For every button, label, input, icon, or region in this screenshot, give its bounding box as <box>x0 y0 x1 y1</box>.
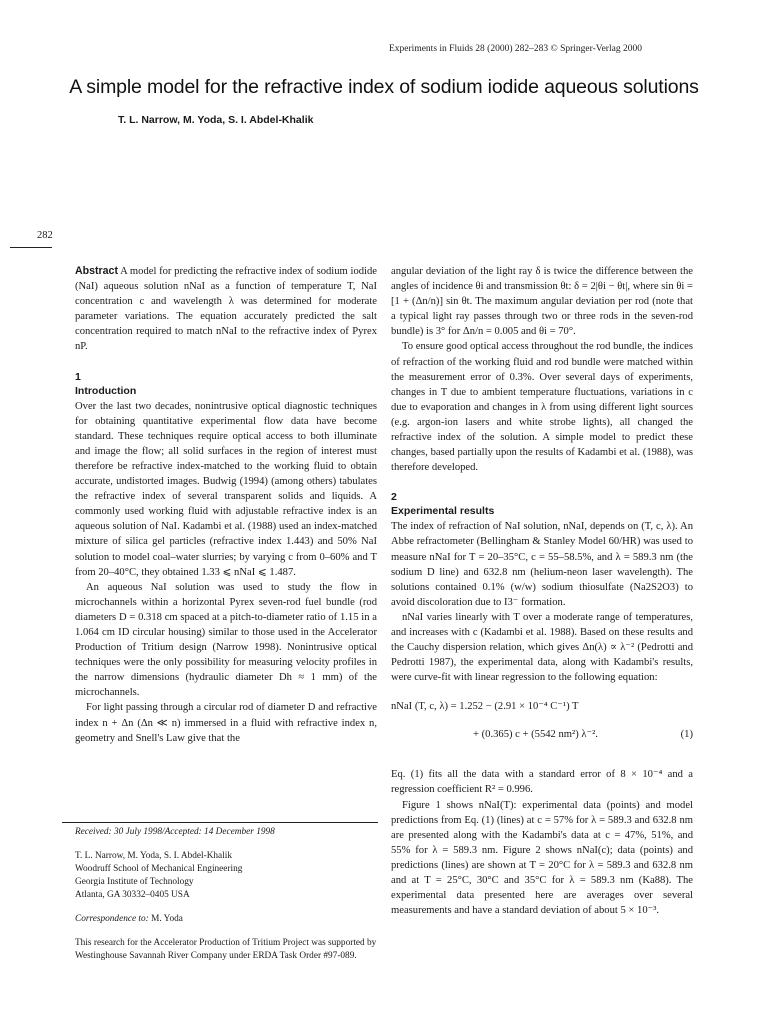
section-1-number: 1 <box>75 370 81 383</box>
results-paragraph-4: Figure 1 shows nNaI(T): experimental data (points) and model predictions from Eq. (1) (lines) at c = 57% for λ = 589.3 and 632.8 nm are presented along with the Kadambi's data at c = 47%, 51%, and 55% for λ = 589.3 nm. Figure 2 shows nNaI(c); data (points) and predictions (lines) are shown at T = 20°C for λ = 589.3 and 632.8 nm and at T = 25°C, 30°C and 35°C for λ = 589.3 nm (Ka88). The experimental data presented here are averages over several measurements and have a standard deviation of about 5 × 10⁻³. <box>391 799 693 917</box>
right-column <box>391 264 693 918</box>
results-paragraph-3: Eq. (1) fits all the data with a standard error of 8 × 10⁻⁴ and a regression coefficient R² = 0.996. <box>391 769 693 796</box>
abstract <box>75 264 377 355</box>
intro-paragraph-3: For light passing through a circular rod of diameter D and refractive index n + Δn (Δn ≪ n) immersed in a fluid with refractive index n, geometry and Snell's Law give that the <box>75 702 377 744</box>
author-address-line: Woodruff School of Mechanical Engineering <box>75 864 243 874</box>
author-address-line: T. L. Narrow, M. Yoda, S. I. Abdel-Khalik <box>75 851 232 861</box>
equation-number: (1) <box>680 729 693 741</box>
page-number-rule <box>10 247 52 248</box>
author-list: T. L. Narrow, M. Yoda, S. I. Abdel-Khalik <box>118 114 314 126</box>
correspondence-name: M. Yoda <box>151 914 183 924</box>
section-1-title: Introduction <box>75 384 137 397</box>
author-address-line: Atlanta, GA 30332–0405 USA <box>75 890 190 900</box>
equation-line-1: nNaI (T, c, λ) = 1.252 − (2.91 × 10⁻⁴ C⁻¹) T <box>391 701 579 713</box>
intro-paragraph-4: angular deviation of the light ray δ is twice the difference between the angles of incidence θi and transmission θt: δ = 2|θi − θt|, where sin θi = [1 + (Δn/n)] sin θt. The maximum angular deviation per rod (note that a typical light ray passes through two or three rods in the seven-rod bundle) is 3° for Δn/n = 0.005 and θi = 70°. <box>391 266 693 338</box>
footnote-rule <box>62 822 378 823</box>
intro-paragraph-1: Over the last two decades, nonintrusive optical diagnostic techniques for obtaining quantitative experimental flow data have become standard. These techniques require optical access to both illuminate and image the flow; all solid surfaces in the region of interest must therefore be refractive index-matched to the working fluid to obtain accurate, undistorted images. Budwig (1994) (among others) tabulates the refractive index of several transparent solids and liquids. A commonly used working fluid with adjustable refractive index is an aqueous solution of NaI. Kadambi et al. (1988) used an index-matched mixture of silica gel particles (refractive index 1.443) and 50% NaI solution to model coal–water slurries; by varying c from 0–60% and T from 20–40°C, they obtained 1.33 ⩽ nNaI ⩽ 1.487. <box>75 400 377 578</box>
author-address-line: Georgia Institute of Technology <box>75 877 194 887</box>
page-number: 282 <box>37 230 53 241</box>
correspondence-label: Correspondence to: <box>75 914 149 924</box>
left-column <box>75 264 377 746</box>
journal-header: Experiments in Fluids 28 (2000) 282–283 © Springer-Verlag 2000 <box>389 44 642 54</box>
abstract-label: Abstract <box>75 265 118 277</box>
abstract-text: A model for predicting the refractive index of sodium iodide (NaI) aqueous solution nNaI as a function of temperature T, NaI concentration c and wavelength λ was determined for moderate parameter variations. The equation accurately predicted the salt concentration required to match nNaI to the refractive index of Pyrex nP. <box>75 266 377 353</box>
footnotes <box>75 826 377 963</box>
equation-line-2: + (0.365) c + (5542 nm²) λ⁻². <box>473 729 598 741</box>
results-paragraph-2: nNaI varies linearly with T over a moderate range of temperatures, and increases with c (Kadambi et al. 1988). Based on these results and the Cauchy dispersion relation, which gives Δn(λ) ∝ λ⁻² (Pedrotti and Pedrotti 1987), the experimental data, along with Kadambi's results, were curve-fit with linear regression to the following equation: <box>391 611 693 684</box>
received-date: Received: 30 July 1998/Accepted: 14 December 1998 <box>75 827 275 837</box>
equation-1 <box>391 695 693 759</box>
results-paragraph-1: The index of refraction of NaI solution, nNaI, depends on (T, c, λ). An Abbe refractometer (Bellingham & Stanley Model 60/HR) was used to measure nNaI for T = 20–35°C, c = 55–58.5%, and λ = 589.3 nm (the sodium D line) and 632.8 nm (helium-neon laser wavelength). The solutions contained 0.1% (w/w) sodium thiosulfate (Na2S2O3) to avoid discoloration due to I3⁻ formation. <box>391 521 693 608</box>
paper-title: A simple model for the refractive index of sodium iodide aqueous solutions <box>69 76 699 98</box>
funding-note: This research for the Accelerator Production of Tritium Project was supported by Westinghouse Savannah River Company under ERDA Task Order #97-089. <box>75 938 377 961</box>
section-2-title: Experimental results <box>391 505 495 518</box>
intro-paragraph-5: To ensure good optical access throughout the rod bundle, the indices of refraction of the working fluid and rod bundle were matched within the measurement error of 0.3%. Over several days of experiments, changes in T due to ambient temperature fluctuations, variations in c due to evaporation and changes in λ from using different light sources (e.g. argon-ion lasers and white strobe lights), all changed the refractive index of the solution. A simple model to predict these changes, based partially upon the results of Kadambi et al. (1988), was therefore developed. <box>391 341 693 474</box>
section-2-number: 2 <box>391 491 397 504</box>
correspondence <box>75 913 377 926</box>
intro-paragraph-2: An aqueous NaI solution was used to study the flow in microchannels within a horizontal Pyrex seven-rod fuel bundle (rod diameters D = 0.318 cm spaced at a pitch-to-diameter ratio of 1.15 in a 1.064 cm ID circular housing) similar to those used in the Accelerator Production of Tritium design (Narrow 1998). Nonintrusive optical techniques were the only possibility for measuring velocity profiles in the narrow dimensions (hydraulic diameter Dh ≈ 1 mm) of the microchannels. <box>75 581 377 699</box>
